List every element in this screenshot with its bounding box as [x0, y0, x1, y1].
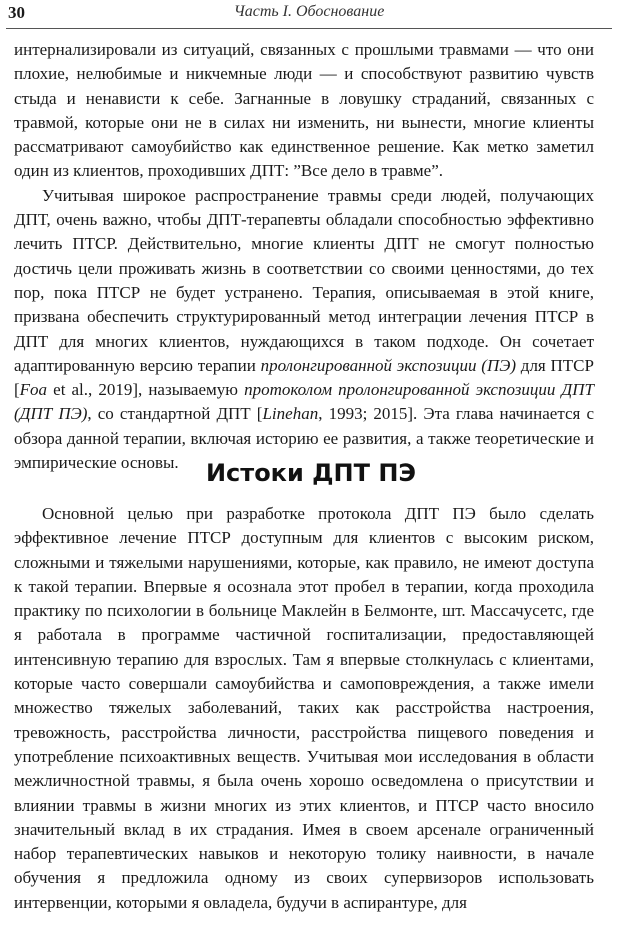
- text-block-before-heading: [14, 38, 594, 475]
- section-heading: Истоки ДПТ ПЭ: [205, 459, 417, 487]
- italic-term: протоколом пролонгированной экспозиции ДПТ (ДПТ ПЭ): [14, 380, 594, 424]
- italic-term: Foa: [19, 380, 48, 400]
- italic-term: пролонгированной экспозиции (ПЭ): [260, 355, 517, 375]
- paragraph: Учитывая широкое распространение травмы среди людей, получающих ДПТ, очень важно, чтобы ДПТ-терапевты обладали способностью эффективно лечить ПТСР. Действительно, многие клиенты ДПТ не смогут полностью достичь цели проживать жизнь в соответствии со своими ценностями, до тех пор, пока ПТСР не будет устранено. Терапия, описываемая в этой книге, призвана обеспечить структурированный метод интеграции лечения ПТСР в ДПТ для многих клиентов, нуждающихся в таком подходе. Он сочетает адаптированную версию терапии пролонгированной экспозиции (ПЭ) для ПТСР [Foa et al., 2019], называемую протоколом пролонгированной экспозиции ДПТ (ДПТ ПЭ), со стандартной ДПТ [Linehan, 1993; 2015]. Эта глава начинается с обзора данной терапии, включая историю ее развития, а также теоретические и эмпирические основы.: [14, 185, 594, 473]
- text-block-after-heading: [14, 502, 594, 915]
- running-header: [6, 2, 612, 29]
- paragraph: интернализировали из ситуаций, связанных с прошлыми травмами — что они плохие, нелюбимые и никчемные люди — и способствуют развитию чувств стыда и ненависти к себе. Загнанные в ловушку страданий, связанных с травмой, которые они не в силах ни изменить, ни вынести, многие клиенты рассматривают самоубийство как единственное решение. Как метко заметил один из клиентов, проходивших ДПТ: ”Все дело в травме”.: [14, 40, 594, 181]
- running-title: Часть I. Обоснование: [233, 3, 385, 20]
- page-number: 30: [8, 3, 25, 22]
- italic-term: Linehan: [262, 404, 319, 424]
- paragraph: Основной целью при разработке протокола ДПТ ПЭ было сделать эффективное лечение ПТСР доступным для клиентов с высоким риском, сложными и тяжелыми нарушениями, которые, как правило, не имеют доступа к такой терапии. Впервые я осознала этот пробел в терапии, когда проходила практику по психологии в больнице Маклейн в Белмонте, шт. Массачусетс, где я работала в программе частичной госпитализации, предоставляющей интенсивную терапию для взрослых. Там я впервые столкнулась с клиентами, которые часто совершали самоубийства и самоповреждения, а также имели множество тяжелых заболеваний, таких как расстройства настроения, тревожность, расстройства личности, расстройства пищевого поведения и употребление психоактивных веществ. Учитывая мои исследования в области межличностной травмы, я была очень хорошо осведомлена о присутствии и влиянии травмы в жизни многих из этих клиентов, и ПТСР часто вносило значительный вклад в их страдания. Имея в своем арсенале ограниченный набор терапевтических навыков и некоторую толику наивности, в начале обучения я предложила одному из своих супервизоров использовать интервенции, которыми я овладела, будучи в аспирантуре, для: [14, 504, 594, 912]
